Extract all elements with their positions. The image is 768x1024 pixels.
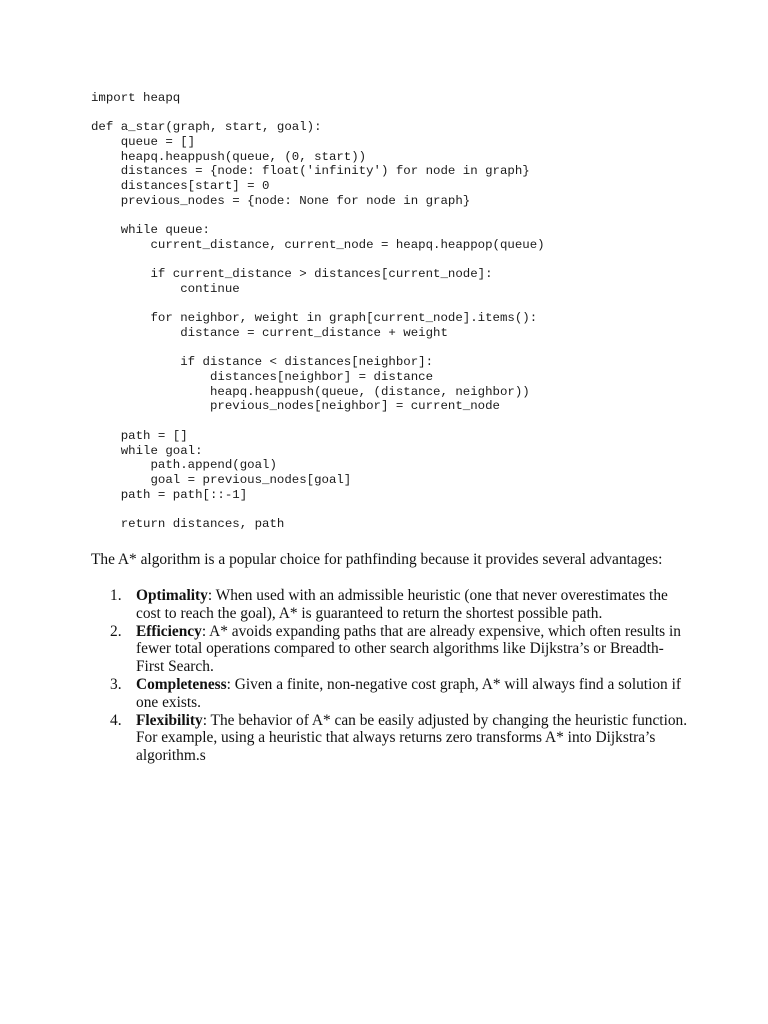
list-number: 2. xyxy=(110,622,122,640)
list-number: 4. xyxy=(110,711,122,729)
term-efficiency: Efficiency xyxy=(136,622,202,640)
term-optimality: Optimality xyxy=(136,587,208,604)
list-item xyxy=(91,587,691,623)
code-line xyxy=(91,106,545,121)
term-flexibility: Flexibility xyxy=(136,711,203,729)
code-line: while queue: xyxy=(91,223,210,238)
code-line: queue = [] xyxy=(91,135,196,150)
list-number: 1. xyxy=(110,587,122,604)
list-number: 3. xyxy=(110,675,122,693)
code-line: distances[start] = 0 xyxy=(91,179,270,194)
code-line: distance = current_distance + weight xyxy=(91,326,448,340)
code-line: continue xyxy=(91,281,240,296)
code-line: path = [] xyxy=(91,428,188,443)
code-line: for neighbor, weight in graph[current_node].items(): xyxy=(91,311,538,326)
intro-paragraph: The A* algorithm is a popular choice for pathfinding because it provides several advantages: xyxy=(91,551,663,568)
code-line: heapq.heappush(queue, (0, start)) xyxy=(91,149,367,164)
code-line: current_distance, current_node = heapq.heappop(queue) xyxy=(91,237,545,252)
code-line: heapq.heappush(queue, (distance, neighbor)) xyxy=(91,384,530,399)
code-line: path = path[::-1] xyxy=(91,487,248,502)
code-block xyxy=(91,91,545,532)
list-item xyxy=(91,676,691,712)
code-line: import heapq xyxy=(91,91,181,105)
code-line: distances = {node: float('infinity') for node in graph} xyxy=(91,164,530,179)
advantages-list xyxy=(91,587,691,765)
code-line xyxy=(91,209,545,224)
code-line: if distance < distances[neighbor]: xyxy=(91,355,434,370)
code-line xyxy=(91,297,545,312)
item-description: : Given a finite, non-negative cost graph, A* will always find a solution if one exists. xyxy=(136,675,681,711)
code-line: distances[neighbor] = distance xyxy=(91,370,434,385)
code-line: path.append(goal) xyxy=(91,458,277,473)
code-line xyxy=(91,253,545,268)
code-line xyxy=(91,341,545,356)
code-line: previous_nodes[neighbor] = current_node xyxy=(91,399,500,414)
code-line xyxy=(91,502,545,517)
code-line xyxy=(91,414,545,429)
code-line: goal = previous_nodes[goal] xyxy=(91,472,352,487)
code-line: def a_star(graph, start, goal): xyxy=(91,120,322,135)
item-description: : When used with an admissible heuristic (one that never overestimates the cost to reach the goal), A* is guaranteed to return the shortest possible path. xyxy=(136,587,668,622)
list-item xyxy=(91,623,691,676)
code-line: previous_nodes = {node: None for node in graph} xyxy=(91,193,471,208)
term-completeness: Completeness xyxy=(136,675,227,693)
item-description: : The behavior of A* can be easily adjusted by changing the heuristic function. For example, using a heuristic that always returns zero transforms A* into Dijkstra’s algorithm.s xyxy=(136,711,688,765)
code-line: while goal: xyxy=(91,443,203,458)
code-line: if current_distance > distances[current_node]: xyxy=(91,267,493,282)
item-description: : A* avoids expanding paths that are already expensive, which often results in fewer total operations compared to other search algorithms like Dijkstra’s or Breadth-First Search. xyxy=(136,622,681,676)
list-item xyxy=(91,712,691,765)
code-line: return distances, path xyxy=(91,516,285,531)
